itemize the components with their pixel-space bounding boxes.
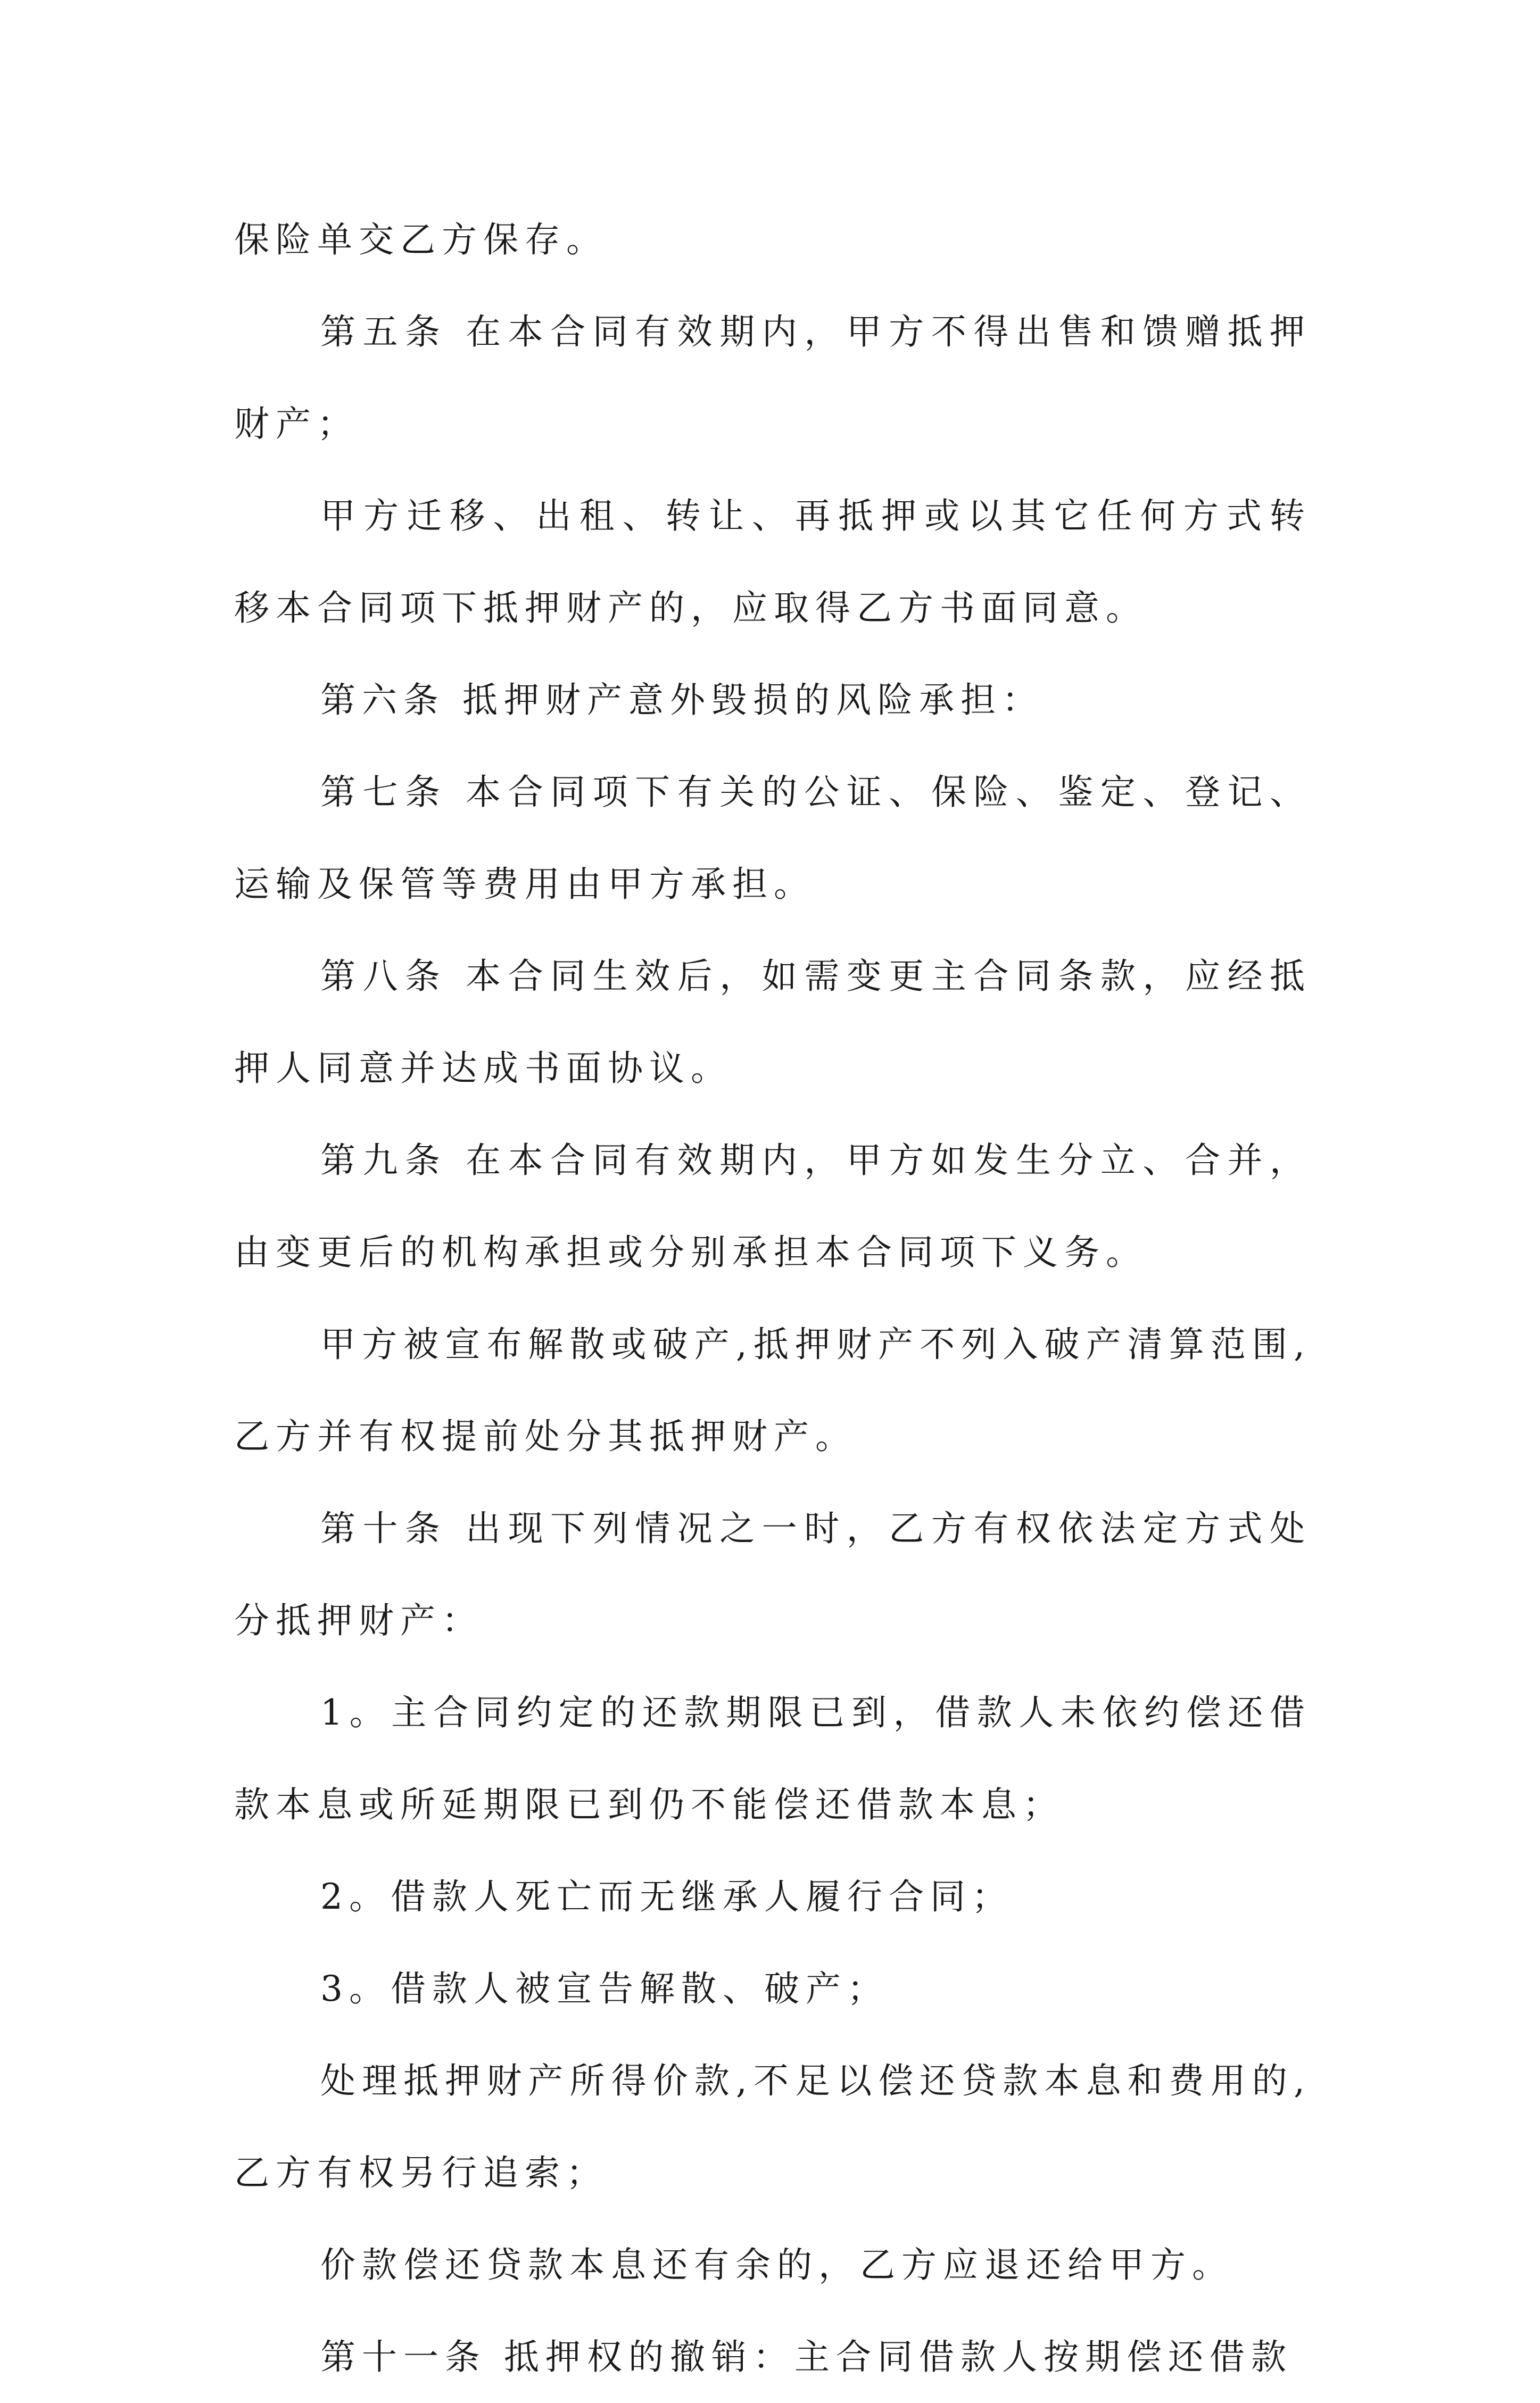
paragraph-article-6: 第六条 抵押财产意外毁损的风险承担：: [320, 680, 1044, 720]
paragraph-article-5: 第五条 在本合同有效期内，甲方不得出售和馈赠抵押财产；: [234, 311, 1311, 444]
paragraph-transfer-consent: 甲方迁移、出租、转让、再抵押或以其它任何方式转移本合同项下抵押财产的，应取得乙方书面同意。: [234, 495, 1311, 628]
paragraph-bankruptcy: 甲方被宣布解散或破产,抵押财产不列入破产清算范围,乙方并有权提前处分其抵押财产。: [234, 1324, 1311, 1457]
list-item-1: 1。主合同约定的还款期限已到，借款人未依约偿还借款本息或所延期限已到仍不能偿还借款本息；: [234, 1692, 1311, 1825]
paragraph-article-11: 第十一条 抵押权的撤销：主合同借款人按期偿还借款: [320, 2336, 1293, 2377]
paragraph-article-8: 第八条 本合同生效后，如需变更主合同条款，应经抵押人同意并达成书面协议。: [234, 956, 1311, 1089]
list-item-2: 2。借款人死亡而无继承人履行合同；: [320, 1876, 1013, 1917]
paragraph-article-9: 第九条 在本合同有效期内，甲方如发生分立、合并，由变更后的机构承担或分别承担本合同项下义务。: [234, 1140, 1311, 1273]
paragraph-article-10: 第十条 出现下列情况之一时，乙方有权依法定方式处分抵押财产：: [234, 1508, 1311, 1641]
paragraph-shortfall: 处理抵押财产所得价款,不足以偿还贷款本息和费用的,乙方有权另行追索；: [234, 2060, 1311, 2193]
paragraph-article-7: 第七条 本合同项下有关的公证、保险、鉴定、登记、运输及保管等费用由甲方承担。: [234, 772, 1311, 905]
contract-body: [234, 194, 1311, 2403]
paragraph-insurance-policy: 保险单交乙方保存。: [234, 219, 608, 260]
paragraph-surplus: 价款偿还贷款本息还有余的，乙方应退还给甲方。: [320, 2244, 1233, 2285]
list-item-3: 3。借款人被宣告解散、破产；: [320, 1968, 889, 2009]
